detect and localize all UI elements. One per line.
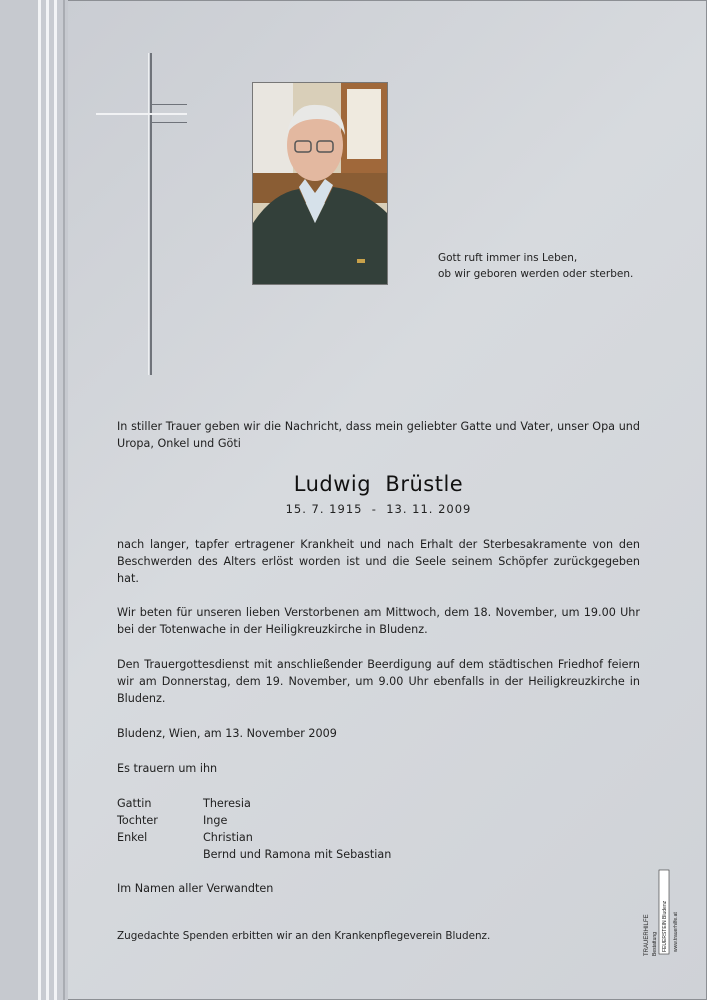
paragraph-funeral: Den Trauergottesdienst mit anschließender Beerdigung auf dem städtischen Friedhof feiern wir am Donnerstag, dem 19. November, um 9.00 Uhr ebenfalls in der Heiligkreuzkirche in Bludenz. <box>117 658 640 705</box>
funeral-home-logo <box>640 868 684 958</box>
portrait-photo <box>252 82 388 285</box>
relatives-line: Im Namen aller Verwandten <box>117 882 274 895</box>
intro-text: In stiller Trauer geben wir die Nachricht, dass mein geliebter Gatte und Vater, unser Opa und Uropa, Onkel und Göti <box>117 420 640 450</box>
family-names: Inge <box>203 814 228 827</box>
decorative-stripes <box>0 0 68 1000</box>
deceased-dates: 15. 7. 1915 - 13. 11. 2009 <box>285 502 472 516</box>
place-date: Bludenz, Wien, am 13. November 2009 <box>117 727 337 740</box>
paragraph-vigil: Wir beten für unseren lieben Verstorbenen am Mittwoch, dem 18. November, um 19.00 Uhr bei der Totenwache in der Heiligkreuzkirche in Bludenz. <box>117 606 640 636</box>
donation-note: Zugedachte Spenden erbitten wir an den Krankenpflegeverein Bludenz. <box>117 930 491 942</box>
family-role: Enkel <box>117 831 148 844</box>
logo-text-1: TRAUERHILFE <box>644 914 650 956</box>
family-role: Gattin <box>117 797 152 810</box>
family-names: Christian <box>203 831 253 844</box>
mourners-heading: Es trauern um ihn <box>117 762 218 775</box>
logo-text-2: Bestattung <box>652 932 658 956</box>
quote-line-1: Gott ruft immer ins Leben, <box>438 252 578 264</box>
logo-text-4: www.trauerhilfe.at <box>673 912 679 952</box>
family-names: Bernd und Ramona mit Sebastian <box>203 848 392 861</box>
family-names: Theresia <box>203 797 251 810</box>
deceased-name: Ludwig Brüstle <box>293 472 464 496</box>
logo-text-3: FEUERSTEIN Bludenz <box>662 900 668 952</box>
quote <box>438 250 633 282</box>
family-role: Tochter <box>117 814 158 827</box>
paragraph-passing: nach langer, tapfer ertragener Krankheit und nach Erhalt der Sterbesakramente von den Beschwerden des Alters erlöst worden ist und die Seele seinem Schöpfer zurückgegeben hat. <box>117 538 640 585</box>
quote-line-2: ob wir geboren werden oder sterben. <box>438 268 634 280</box>
